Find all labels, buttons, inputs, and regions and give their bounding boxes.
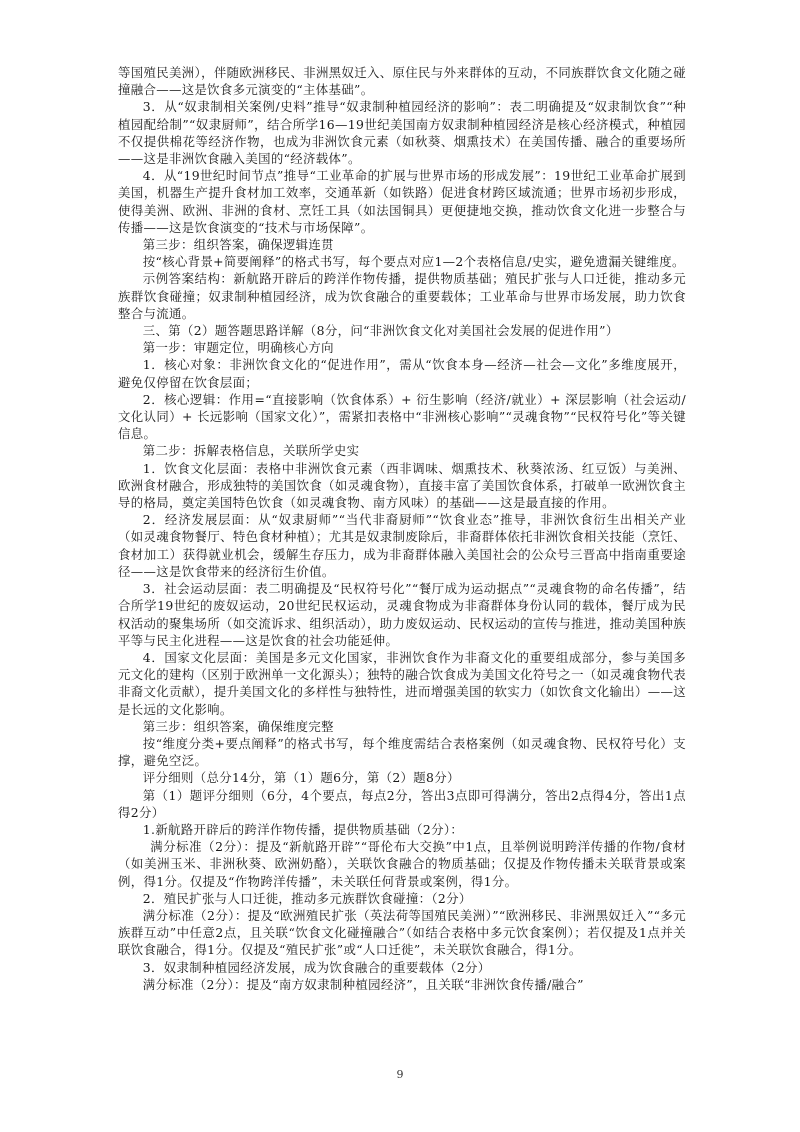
section-heading: 三、第（2）题答题思路详解（8分，问“非洲饮食文化对美国社会发展的促进作用”） <box>142 323 619 339</box>
paragraph: 1．饮食文化层面：表格中非洲饮食元素（西非调味、烟熏技术、秋葵浓汤、红豆饭）与美洲、欧洲食材融合，形成独特的美国饮食（如灵魂食物），直接丰富了美国饮食体系，打破单一欧洲饮食主导的格局，奠定美国特色饮食（如灵魂食物、南方风味）的基础——这是最直接的作用。 <box>118 460 686 511</box>
paragraph: 满分标准（2分）：提及“欧洲殖民扩张（英法荷等国殖民美洲）”“欧洲移民、非洲黑奴迁入”“多元族群互动”中任意2点，且关联“饮食文化碰撞融合”（如结合表格中多元饮食案例）；若仅提及1点并关联饮食融合，得1分。仅提及“殖民扩张”或“人口迁徙”，未关联饮食融合，得1分。 <box>118 907 686 958</box>
section-heading: 第二步：拆解表格信息，关联所学史实 <box>142 443 360 459</box>
paragraph: 按“维度分类+要点阐释”的格式书写，每个维度需结合表格案例（如灵魂食物、民权符号化）支撑，避免空泛。 <box>118 735 686 769</box>
paragraph: 满分标准（2分）：提及“南方奴隶制种植园经济”，且关联“非洲饮食传播/融合” <box>142 976 584 992</box>
section-heading: 第一步：审题定位，明确核心方向 <box>142 340 334 356</box>
document-body <box>118 64 686 993</box>
section-heading: 第三步：组织答案，确保维度完整 <box>142 718 334 734</box>
paragraph: 3．社会运动层面：表二明确提及“民权符号化”“餐厅成为运动据点”“灵魂食物的命名传播”，结合所学19世纪的废奴运动，20世纪民权运动，灵魂食物成为非裔群体身份认同的载体，餐厅成为民权活动的聚集场所（如交流诉求、组织活动），助力废奴运动、民权运动的宣传与推进，推动美国种族平等与民主化进程——这是饮食的社会功能延伸。 <box>118 581 686 648</box>
paragraph: 1.新航路开辟后的跨洋作物传播，提供物质基础（2分）： <box>142 821 464 837</box>
paragraph: 3．从“奴隶制相关案例/史料”推导“奴隶制种植园经济的影响”：表二明确提及“奴隶制饮食”“种植园配给制”“奴隶厨师”，结合所学16—19世纪美国南方奴隶制种植园经济是核心经济模式，种植园不仅提供棉花等经济作物，也成为非洲饮食元素（如秋葵、烟熏技术）在美国传播、融合的重要场所——这是非洲饮食融入美国的“经济载体”。 <box>118 99 686 167</box>
paragraph: 1．核心对象：非洲饮食文化的“促进作用”，需从“饮食本身—经济—社会—文化”多维度展开，避免仅停留在饮食层面； <box>118 357 686 390</box>
paragraph: 2．核心逻辑：作用=“直接影响（饮食体系）+ 衍生影响（经济/就业）+ 深层影响（社会运动/文化认同）+ 长远影响（国家文化）”，需紧扣表格中“非洲核心影响”“灵魂食物”“民权符号化”等关键信息。 <box>118 391 686 442</box>
section-heading: 第三步：组织答案，确保逻辑连贯 <box>142 237 334 253</box>
paragraph: 2．殖民扩张与人口迁徙，推动多元族群饮食碰撞：（2分） <box>142 890 472 906</box>
paragraph: 4．国家文化层面：美国是多元文化国家，非洲饮食作为非裔文化的重要组成部分，参与美国多元文化的建构（区别于欧洲单一文化源头）；独特的融合饮食成为美国文化符号之一（如灵魂食物代表非裔文化贡献），提升美国文化的多样性与独特性，进而增强美国的软实力（如饮食文化输出）——这是长远的文化影响。 <box>118 649 686 717</box>
paragraph: 等国殖民美洲），伴随欧洲移民、非洲黑奴迁入、原住民与外来群体的互动，不同族群饮食文化随之碰撞融合——这是饮食多元演变的“主体基础”。 <box>118 65 686 98</box>
paragraph: 2．经济发展层面：从“奴隶厨师”“当代非裔厨师”“饮食业态”推导，非洲饮食衍生出相关产业（如灵魂食物餐厅、特色食材种植）；尤其是奴隶制废除后，非裔群体依托非洲饮食相关技能（烹饪、食材加工）获得就业机会，缓解生存压力，成为非裔群体融入美国社会的公众号三晋高中指南重要途径——这是饮食带来的经济衍生价值。 <box>118 512 686 579</box>
paragraph: 示例答案结构：新航路开辟后的跨洋作物传播，提供物质基础；殖民扩张与人口迁徙，推动多元族群饮食碰撞；奴隶制种植园经济，成为饮食融合的重要载体；工业革命与世界市场发展，助力饮食整合与流通。 <box>118 271 686 321</box>
paragraph: 4．从“19世纪时间节点”推导“工业革命的扩展与世界市场的形成发展”：19世纪工业革命扩展到美国，机器生产提升食材加工效率，交通革新（如铁路）促进食材跨区域流通；世界市场初步形成，使得美洲、欧洲、非洲的食材、烹饪工具（如法国铜具）更便捷地交换，推动饮食文化进一步整合与传播——这是饮食演变的“技术与市场保障”。 <box>118 168 686 235</box>
paragraph: 按“核心背景+简要阐释”的格式书写，每个要点对应1—2个表格信息/史实，避免遗漏关键维度。 <box>142 254 685 270</box>
paragraph: 第（1）题评分细则（6分，4个要点，每点2分，答出3点即可得满分，答出2点得4分，答出1点得2分） <box>118 787 686 820</box>
section-heading: 评分细则（总分14分，第（1）题6分，第（2）题8分） <box>142 770 460 786</box>
page-number: 9 <box>396 1068 404 1081</box>
paragraph: 满分标准（2分）：提及“新航路开辟”“哥伦布大交换”中1点，且举例说明跨洋传播的作物/食材（如美洲玉米、非洲秋葵、欧洲奶酪），关联饮食融合的物质基础；仅提及作物传播未关联背景或案例，得1分。仅提及“作物跨洋传播”，未关联任何背景或案例，得1分。 <box>118 839 686 889</box>
paragraph: 3．奴隶制种植园经济发展，成为饮食融合的重要载体（2分） <box>142 959 491 975</box>
